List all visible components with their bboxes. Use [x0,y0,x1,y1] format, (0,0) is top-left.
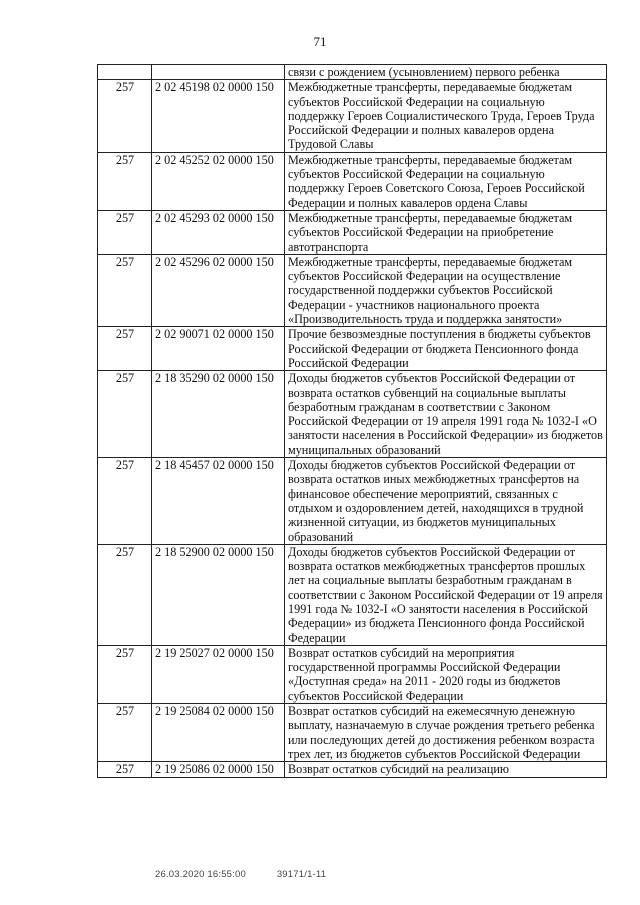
revenue-name-cell: Межбюджетные трансферты, передаваемые бюджетам субъектов Российской Федерации на социальную поддержку Героев Социалистического Труда, Героев Труда Российской Федерации и полных кавалеров ордена Трудовой Славы [285,80,607,152]
admin-code-cell: 257 [98,254,152,326]
kbk-code-cell: 2 02 45198 02 0000 150 [152,80,285,152]
kbk-code-cell: 2 18 35290 02 0000 150 [152,371,285,458]
kbk-code-cell: 2 18 45457 02 0000 150 [152,458,285,545]
table-row [98,544,607,645]
kbk-code-cell: 2 19 25084 02 0000 150 [152,704,285,762]
admin-code-cell: 257 [98,327,152,371]
admin-code-cell: 257 [98,645,152,703]
budget-codes-table [97,64,607,778]
kbk-code-cell: 2 02 45252 02 0000 150 [152,152,285,210]
revenue-name-cell: Возврат остатков субсидий на мероприятия государственной программы Российской Федерации «Доступная среда» на 2011 - 2020 годы из бюджетов субъектов Российской Федерации [285,645,607,703]
kbk-code-cell: 2 02 45293 02 0000 150 [152,210,285,254]
kbk-code-cell [152,65,285,80]
admin-code-cell: 257 [98,704,152,762]
admin-code-cell: 257 [98,544,152,645]
admin-code-cell: 257 [98,152,152,210]
table-row [98,210,607,254]
table-row [98,80,607,152]
revenue-name-cell: Доходы бюджетов субъектов Российской Федерации от возврата остатков субвенций на социальные выплаты безработным гражданам в соответствии с Законом Российской Федерации от 19 апреля 1991 года № 1032-I «О занятости населения в Российской Федерации» из бюджетов муниципальных образований [285,371,607,458]
admin-code-cell: 257 [98,210,152,254]
kbk-code-cell: 2 18 52900 02 0000 150 [152,544,285,645]
admin-code-cell [98,65,152,80]
table-row [98,704,607,762]
table-row [98,327,607,371]
table-row [98,152,607,210]
revenue-name-cell: Межбюджетные трансферты, передаваемые бюджетам субъектов Российской Федерации на приобретение автотранспорта [285,210,607,254]
table-row [98,458,607,545]
table-row [98,254,607,326]
revenue-name-cell: Межбюджетные трансферты, передаваемые бюджетам субъектов Российской Федерации на социальную поддержку Героев Советского Союза, Героев Российской Федерации и полных кавалеров ордена Славы [285,152,607,210]
table-row [98,762,607,777]
table-row [98,371,607,458]
admin-code-cell: 257 [98,80,152,152]
table-row [98,645,607,703]
kbk-code-cell: 2 02 45296 02 0000 150 [152,254,285,326]
footer-timestamp: 26.03.2020 16:55:00 [155,869,246,880]
revenue-name-cell: Доходы бюджетов субъектов Российской Федерации от возврата остатков иных межбюджетных трансфертов на финансовое обеспечение мероприятий, связанных с отдыхом и оздоровлением детей, находящихся в трудной жизненной ситуации, из бюджетов муниципальных образований [285,458,607,545]
revenue-name-cell: связи с рождением (усыновлением) первого ребенка [285,65,607,80]
kbk-code-cell: 2 19 25086 02 0000 150 [152,762,285,777]
document-footer [155,869,326,880]
kbk-code-cell: 2 19 25027 02 0000 150 [152,645,285,703]
revenue-name-cell: Возврат остатков субсидий на ежемесячную денежную выплату, назначаемую в случае рождения третьего ребенка или последующих детей до достижения ребенком возраста трех лет, из бюджетов субъектов Российской Федерации [285,704,607,762]
admin-code-cell: 257 [98,762,152,777]
page-number: 71 [313,34,327,49]
revenue-name-cell: Возврат остатков субсидий на реализацию [285,762,607,777]
kbk-code-cell: 2 02 90071 02 0000 150 [152,327,285,371]
revenue-name-cell: Прочие безвозмездные поступления в бюджеты субъектов Российской Федерации от бюджета Пенсионного фонда Российской Федерации [285,327,607,371]
revenue-name-cell: Доходы бюджетов субъектов Российской Федерации от возврата остатков межбюджетных трансфертов прошлых лет на социальные выплаты безработным гражданам в соответствии с Законом Российской Федерации от 19 апреля 1991 года № 1032-I «О занятости населения в Российской Федерации» из бюджета Пенсионного фонда Российской Федерации [285,544,607,645]
table-row [98,65,607,80]
revenue-name-cell: Межбюджетные трансферты, передаваемые бюджетам субъектов Российской Федерации на осуществление государственной поддержки субъектов Российской Федерации - участников национального проекта «Производительность труда и поддержка занятости» [285,254,607,326]
footer-doc-id: 39171/1-11 [276,869,327,880]
admin-code-cell: 257 [98,371,152,458]
admin-code-cell: 257 [98,458,152,545]
